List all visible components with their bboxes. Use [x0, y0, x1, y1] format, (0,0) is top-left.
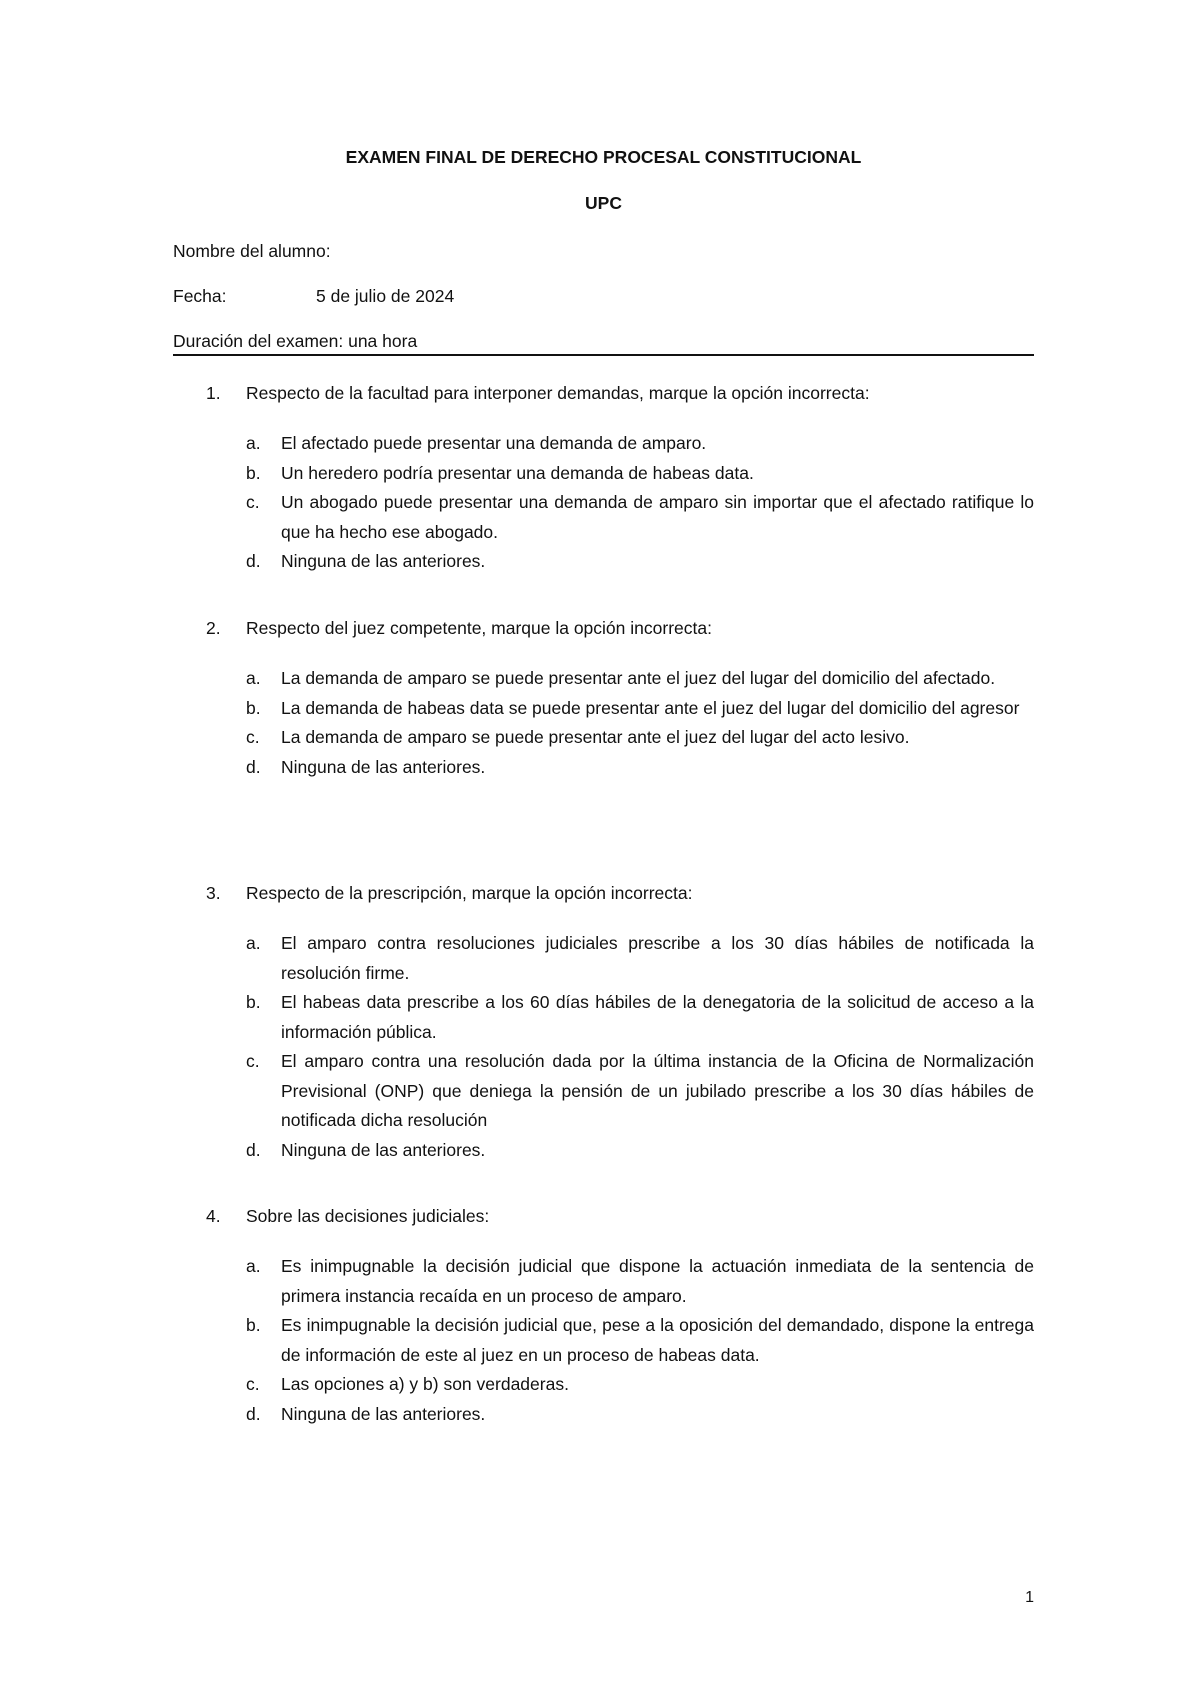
option-item: [173, 929, 1034, 988]
student-name-label: Nombre del alumno:: [173, 241, 331, 261]
option-letter: b.: [246, 992, 261, 1012]
option-item: [173, 988, 1034, 1047]
option-text: La demanda de amparo se puede presentar ante el juez del lugar del acto lesivo.: [281, 727, 910, 747]
option-item: [173, 664, 1034, 694]
question-number: 2.: [206, 618, 221, 638]
option-item: [173, 753, 1034, 783]
exam-title: EXAMEN FINAL DE DERECHO PROCESAL CONSTITUCIONAL: [345, 147, 862, 167]
date-value: 5 de julio de 2024: [316, 286, 455, 306]
option-item: [173, 459, 1034, 489]
option-text: El amparo contra una resolución dada por la última instancia de la Oficina de Normalización Previsional (ONP) que deniega la pensión de un jubilado prescribe a los 30 días hábiles de notificada dicha resolución: [281, 1051, 1034, 1130]
option-letter: c.: [246, 727, 260, 747]
option-text: Ninguna de las anteriores.: [281, 551, 486, 571]
date-line: [173, 285, 455, 307]
question-text: Respecto de la facultad para interponer demandas, marque la opción incorrecta:: [246, 383, 870, 403]
option-item: [173, 429, 1034, 459]
option-item: [173, 1136, 1034, 1166]
option-list: [173, 1252, 1034, 1429]
option-text: Ninguna de las anteriores.: [281, 1403, 486, 1424]
date-label: Fecha:: [173, 286, 227, 306]
question-4: [173, 1205, 1034, 1429]
institution-name: UPC: [585, 193, 622, 213]
option-text: Las opciones a) y b) son verdaderas.: [281, 1374, 569, 1394]
option-letter: d.: [246, 1403, 261, 1424]
option-list: [173, 664, 1034, 782]
option-letter: d.: [246, 551, 261, 571]
option-list: [173, 929, 1034, 1165]
question-number: 1.: [206, 383, 221, 403]
question-2: [173, 617, 1034, 782]
option-item: [173, 547, 1034, 577]
header-divider: [173, 354, 1034, 356]
option-text: La demanda de amparo se puede presentar ante el juez del lugar del domicilio del afectado.: [281, 668, 996, 688]
option-letter: b.: [246, 462, 261, 483]
duration-label: Duración del examen: una hora: [173, 331, 418, 351]
option-letter: c.: [246, 1051, 260, 1071]
question-stem: [173, 617, 1034, 639]
question-stem: [173, 1205, 1034, 1227]
option-text: Es inimpugnable la decisión judicial que dispone la actuación inmediata de la sentencia de primera instancia recaída en un proceso de amparo.: [281, 1256, 1034, 1306]
option-item: [173, 1400, 1034, 1430]
option-text: La demanda de habeas data se puede presentar ante el juez del lugar del domicilio del agresor: [281, 697, 1020, 718]
option-letter: a.: [246, 433, 261, 453]
option-letter: d.: [246, 1139, 261, 1160]
option-item: [173, 1370, 1034, 1400]
option-text: Ninguna de las anteriores.: [281, 1139, 486, 1160]
option-item: [173, 723, 1034, 753]
option-letter: b.: [246, 1315, 261, 1335]
question-text: Respecto de la prescripción, marque la opción incorrecta:: [246, 883, 693, 903]
question-number: 3.: [206, 883, 221, 903]
option-letter: a.: [246, 1256, 261, 1276]
option-text: Un heredero podría presentar una demanda de habeas data.: [281, 462, 754, 483]
option-item: [173, 694, 1034, 724]
option-list: [173, 429, 1034, 577]
option-letter: b.: [246, 697, 261, 718]
question-stem: [173, 882, 1034, 904]
option-letter: c.: [246, 492, 260, 512]
option-letter: d.: [246, 756, 261, 777]
question-number: 4.: [206, 1206, 221, 1226]
option-text: El afectado puede presentar una demanda de amparo.: [281, 433, 707, 453]
page-number: 1: [1025, 1589, 1034, 1606]
option-text: Un abogado puede presentar una demanda de amparo sin importar que el afectado ratifique lo que ha hecho ese abogado.: [281, 492, 1034, 542]
option-letter: a.: [246, 668, 261, 688]
option-text: Ninguna de las anteriores.: [281, 756, 486, 777]
question-text: Sobre las decisiones judiciales:: [246, 1206, 490, 1226]
option-item: [173, 1311, 1034, 1370]
question-stem: [173, 382, 1034, 404]
option-letter: a.: [246, 933, 261, 953]
option-text: Es inimpugnable la decisión judicial que, pese a la oposición del demandado, dispone la entrega de información de este al juez en un proceso de habeas data.: [281, 1315, 1034, 1365]
question-text: Respecto del juez competente, marque la opción incorrecta:: [246, 618, 712, 638]
duration-line: [173, 330, 417, 352]
option-text: El habeas data prescribe a los 60 días hábiles de la denegatoria de la solicitud de acceso a la información pública.: [281, 992, 1034, 1042]
question-1: [173, 382, 1034, 577]
option-letter: c.: [246, 1374, 260, 1394]
option-text: El amparo contra resoluciones judiciales prescribe a los 30 días hábiles de notificada la resolución firme.: [281, 933, 1034, 983]
option-item: [173, 488, 1034, 547]
question-3: [173, 882, 1034, 1165]
option-item: [173, 1252, 1034, 1311]
student-name-line: [173, 240, 331, 262]
option-item: [173, 1047, 1034, 1136]
